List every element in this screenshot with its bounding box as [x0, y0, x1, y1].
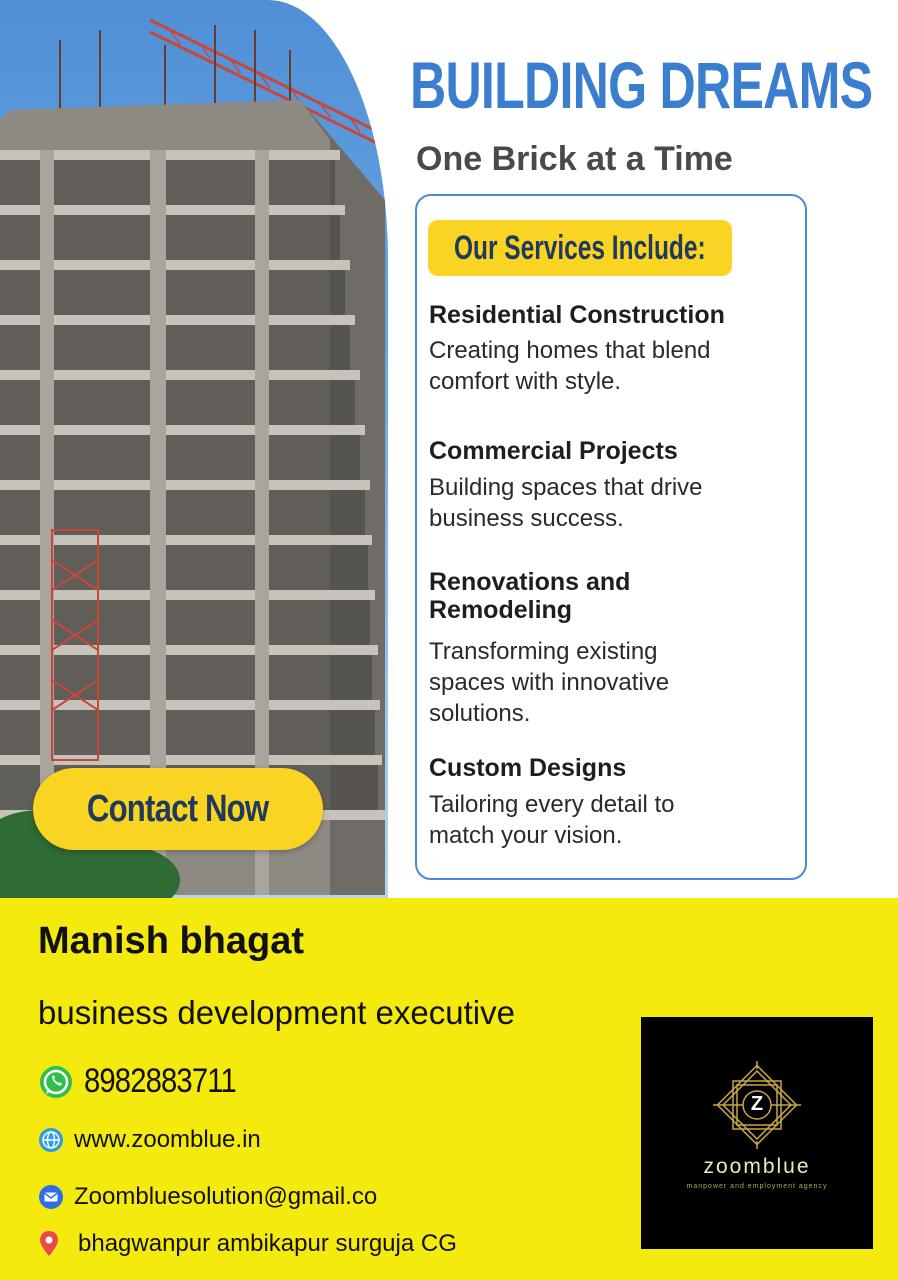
building-illustration: [0, 0, 388, 900]
phone-row[interactable]: [38, 1062, 261, 1101]
address-text: bhagwanpur ambikapur surguja CG: [78, 1230, 457, 1257]
email-row[interactable]: [38, 1183, 377, 1211]
phone-number: 8982883711: [84, 1062, 236, 1100]
service-title: Renovations and Remodeling: [429, 568, 631, 624]
service-description: Building spaces that drive business success.: [429, 474, 703, 532]
contact-role: business development executive: [38, 994, 515, 1031]
service-title: Residential Construction: [429, 301, 725, 329]
contact-now-label: Contact Now: [87, 787, 269, 830]
logo-tagline: manpower and employment agency: [686, 1183, 828, 1190]
whatsapp-icon: [38, 1064, 74, 1100]
website-row[interactable]: [38, 1126, 261, 1154]
service-description: Tailoring every detail to match your vision.: [429, 791, 675, 849]
services-badge: [428, 220, 732, 276]
headline: BUILDING DREAMS: [410, 48, 873, 122]
service-description: Creating homes that blend comfort with style.: [429, 337, 711, 395]
services-badge-label: Our Services Include:: [454, 228, 706, 267]
service-title: Custom Designs: [429, 754, 627, 782]
globe-icon: [38, 1127, 64, 1153]
website-link[interactable]: www.zoomblue.in: [74, 1126, 261, 1153]
email-icon: [38, 1184, 64, 1210]
email-link[interactable]: Zoombluesolution@gmail.co: [74, 1183, 378, 1210]
logo-name: zoomblue: [703, 1155, 811, 1178]
logo-emblem-icon: [641, 1017, 873, 1249]
service-description: Transforming existing spaces with innovative solutions.: [429, 638, 670, 727]
location-pin-icon: [38, 1230, 60, 1258]
contact-now-button[interactable]: [33, 768, 323, 850]
logo-letter: Z: [750, 1093, 764, 1115]
service-title: Commercial Projects: [429, 437, 678, 465]
address-row: [38, 1230, 457, 1258]
zoomblue-logo: [641, 1017, 873, 1249]
subheadline: One Brick at a Time: [416, 140, 733, 178]
building-photo: [0, 0, 388, 900]
contact-name: Manish bhagat: [38, 920, 305, 962]
